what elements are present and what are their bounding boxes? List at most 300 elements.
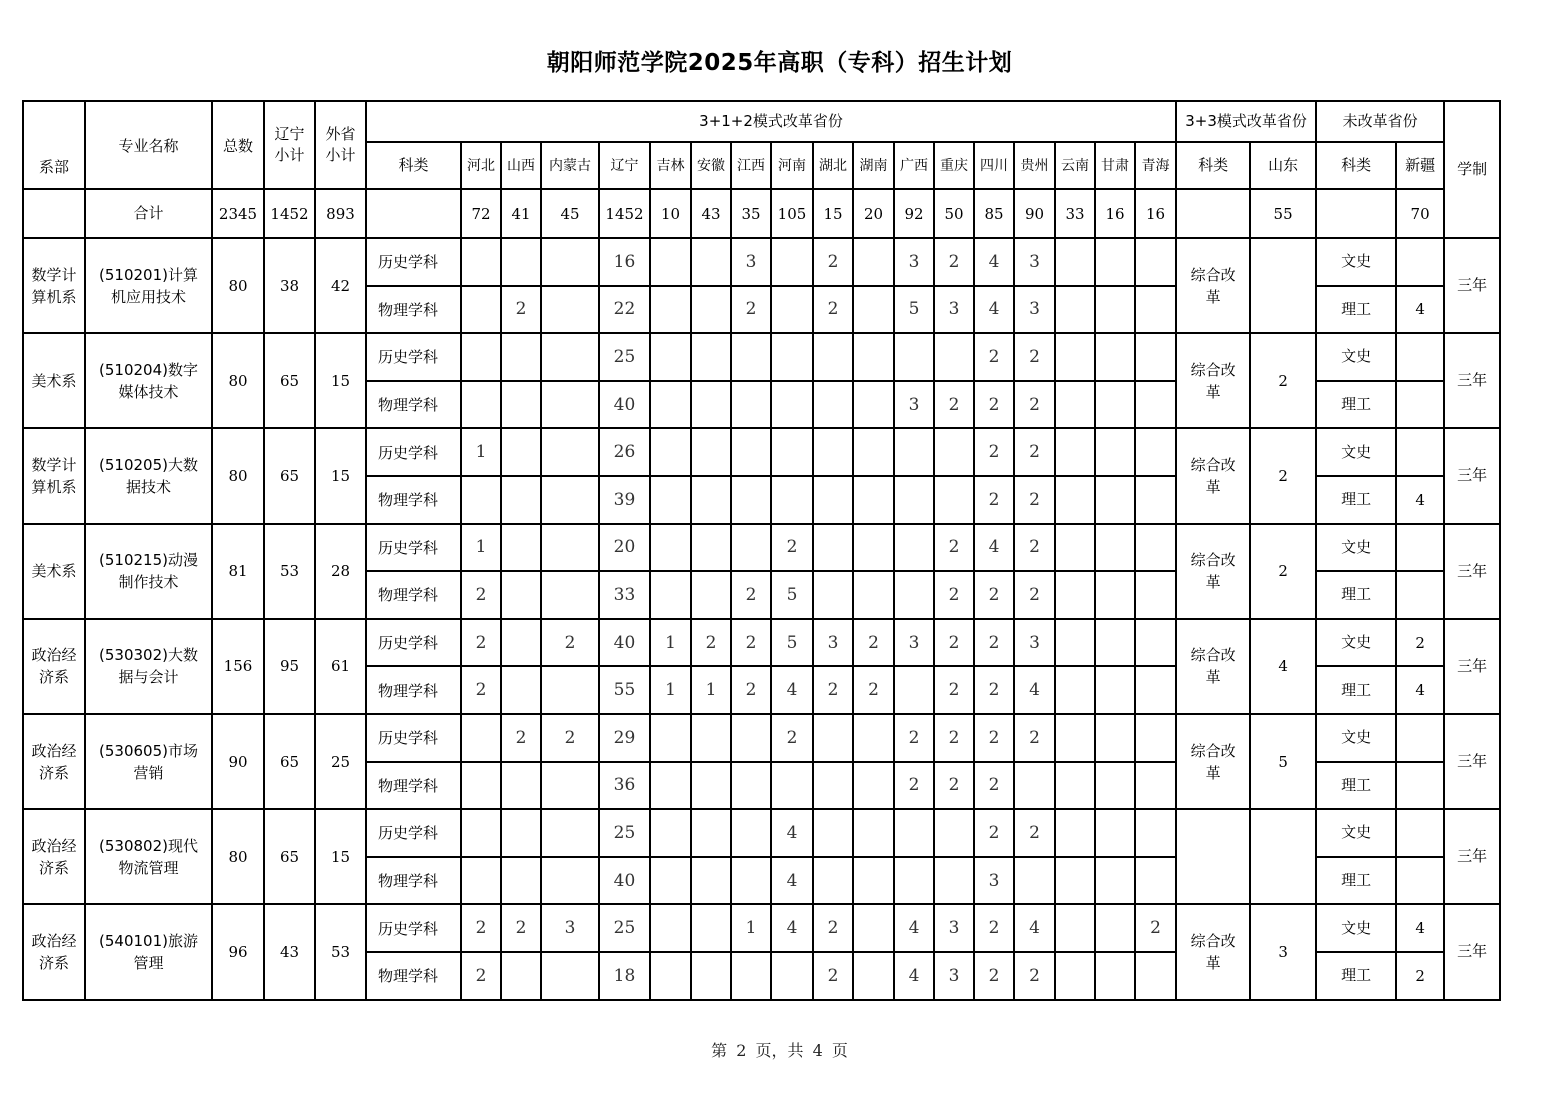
major-name-cell: (530605)市场营销	[85, 714, 212, 809]
province-value: 1	[731, 904, 771, 952]
province-value	[501, 857, 541, 905]
totals-province-value: 90	[1014, 189, 1055, 238]
province-value	[691, 381, 731, 429]
province-value: 2	[1014, 333, 1055, 381]
header-province-312: 湖北	[813, 142, 853, 189]
totals-category-cell	[366, 189, 461, 238]
province-value: 2	[934, 762, 974, 810]
xinjiang-value: 4	[1396, 286, 1444, 334]
xinjiang-value	[1396, 238, 1444, 286]
province-value: 2	[894, 714, 934, 762]
province-value	[853, 904, 894, 952]
province-value: 25	[599, 809, 650, 857]
province-value	[691, 238, 731, 286]
province-value: 2	[974, 619, 1014, 667]
province-value: 2	[541, 619, 599, 667]
province-value	[813, 809, 853, 857]
province-value: 3	[813, 619, 853, 667]
header-province-312: 重庆	[934, 142, 974, 189]
province-value	[650, 809, 691, 857]
totals-province-value: 33	[1055, 189, 1095, 238]
shandong-value: 5	[1250, 714, 1316, 809]
province-value	[1135, 809, 1176, 857]
province-value: 2	[934, 381, 974, 429]
province-value	[771, 476, 813, 524]
shandong-value: 2	[1250, 428, 1316, 523]
province-value	[894, 476, 934, 524]
major-other-subtotal: 53	[315, 904, 366, 999]
province-value: 2	[1014, 952, 1055, 1000]
totals-other-subtotal: 893	[315, 189, 366, 238]
province-value: 2	[974, 762, 1014, 810]
category-33-cell: 综合改革	[1176, 714, 1250, 809]
province-value: 4	[974, 286, 1014, 334]
category-33-cell: 综合改革	[1176, 524, 1250, 619]
province-value: 16	[599, 238, 650, 286]
province-value	[501, 666, 541, 714]
xinjiang-value	[1396, 857, 1444, 905]
major-other-subtotal: 28	[315, 524, 366, 619]
province-value	[461, 286, 501, 334]
province-value	[1095, 666, 1135, 714]
unreformed-category: 理工	[1316, 476, 1396, 524]
category-33-cell: 综合改革	[1176, 238, 1250, 333]
table-row	[23, 524, 1500, 572]
header-province-312: 甘肃	[1095, 142, 1135, 189]
province-value	[1135, 524, 1176, 572]
shandong-value	[1250, 238, 1316, 333]
province-value	[1055, 619, 1095, 667]
province-value	[691, 857, 731, 905]
province-value: 4	[1014, 904, 1055, 952]
province-value: 40	[599, 619, 650, 667]
province-value	[501, 381, 541, 429]
major-liaoning-subtotal: 38	[264, 238, 315, 333]
province-value: 26	[599, 428, 650, 476]
major-total: 90	[212, 714, 264, 809]
province-value	[691, 476, 731, 524]
province-value	[1055, 238, 1095, 286]
province-value	[771, 238, 813, 286]
totals-province-value: 50	[934, 189, 974, 238]
province-value	[541, 476, 599, 524]
shandong-value: 2	[1250, 524, 1316, 619]
province-value	[853, 524, 894, 572]
province-value: 4	[894, 952, 934, 1000]
province-value	[771, 381, 813, 429]
shandong-value	[1250, 809, 1316, 904]
province-value	[1135, 857, 1176, 905]
province-value	[1095, 524, 1135, 572]
province-value	[650, 428, 691, 476]
province-value	[541, 333, 599, 381]
province-value	[650, 333, 691, 381]
totals-province-value: 105	[771, 189, 813, 238]
province-value: 2	[1014, 476, 1055, 524]
province-value	[691, 524, 731, 572]
major-name-cell: (510215)动漫制作技术	[85, 524, 212, 619]
dept-cell: 数学计算机系	[23, 238, 85, 333]
province-value	[813, 381, 853, 429]
xinjiang-value	[1396, 524, 1444, 572]
province-value	[934, 857, 974, 905]
province-value: 2	[853, 619, 894, 667]
province-value	[853, 333, 894, 381]
shandong-value: 2	[1250, 333, 1316, 428]
major-name-cell: (510205)大数据技术	[85, 428, 212, 523]
major-other-subtotal: 25	[315, 714, 366, 809]
table-row	[23, 428, 1500, 476]
province-value	[731, 762, 771, 810]
province-value	[541, 571, 599, 619]
unreformed-category: 理工	[1316, 762, 1396, 810]
province-value	[1135, 428, 1176, 476]
province-value	[771, 333, 813, 381]
province-value	[813, 714, 853, 762]
province-value: 25	[599, 333, 650, 381]
province-value	[691, 952, 731, 1000]
province-value: 4	[1014, 666, 1055, 714]
province-value: 33	[599, 571, 650, 619]
province-value	[894, 524, 934, 572]
province-value	[541, 809, 599, 857]
province-value: 2	[541, 714, 599, 762]
province-value	[1055, 381, 1095, 429]
province-value: 1	[650, 666, 691, 714]
province-value	[1095, 714, 1135, 762]
province-value	[771, 428, 813, 476]
province-value	[650, 952, 691, 1000]
unreformed-category: 文史	[1316, 428, 1396, 476]
province-value: 2	[461, 666, 501, 714]
subject-category: 历史学科	[366, 238, 461, 286]
dept-cell: 政治经济系	[23, 904, 85, 999]
major-total: 96	[212, 904, 264, 999]
duration-cell: 三年	[1444, 904, 1500, 999]
province-value	[461, 476, 501, 524]
province-value: 3	[1014, 619, 1055, 667]
header-major: 专业名称	[85, 101, 212, 189]
province-value	[1095, 333, 1135, 381]
province-value: 20	[599, 524, 650, 572]
province-value	[1135, 762, 1176, 810]
province-value	[650, 571, 691, 619]
province-value	[650, 524, 691, 572]
province-value	[650, 238, 691, 286]
header-province-312: 山西	[501, 142, 541, 189]
major-name-cell: (540101)旅游管理	[85, 904, 212, 999]
province-value: 2	[974, 904, 1014, 952]
header-province-312: 湖南	[853, 142, 894, 189]
province-value: 2	[1014, 428, 1055, 476]
province-value: 5	[771, 571, 813, 619]
header-province-shandong: 山东	[1250, 142, 1316, 189]
shandong-value: 3	[1250, 904, 1316, 999]
province-value: 29	[599, 714, 650, 762]
province-value: 2	[1014, 809, 1055, 857]
province-value	[650, 381, 691, 429]
xinjiang-value: 4	[1396, 476, 1444, 524]
province-value	[771, 952, 813, 1000]
province-value: 2	[974, 666, 1014, 714]
province-value: 2	[1014, 714, 1055, 762]
category-33-cell	[1176, 809, 1250, 904]
duration-cell: 三年	[1444, 238, 1500, 333]
province-value: 1	[650, 619, 691, 667]
province-value	[853, 571, 894, 619]
province-value	[1055, 286, 1095, 334]
province-value	[813, 571, 853, 619]
province-value	[1095, 286, 1135, 334]
province-value: 2	[691, 619, 731, 667]
header-province-312: 河南	[771, 142, 813, 189]
province-value: 2	[501, 904, 541, 952]
totals-shandong: 55	[1250, 189, 1316, 238]
province-value: 2	[974, 809, 1014, 857]
major-liaoning-subtotal: 65	[264, 428, 315, 523]
province-value	[541, 952, 599, 1000]
totals-province-value: 41	[501, 189, 541, 238]
xinjiang-value: 4	[1396, 904, 1444, 952]
province-value: 4	[771, 666, 813, 714]
province-value	[1135, 381, 1176, 429]
province-value: 4	[894, 904, 934, 952]
province-value	[853, 428, 894, 476]
totals-liaoning-subtotal: 1452	[264, 189, 315, 238]
subject-category: 历史学科	[366, 904, 461, 952]
province-value	[1014, 857, 1055, 905]
header-total: 总数	[212, 101, 264, 189]
province-value	[501, 619, 541, 667]
province-value	[1095, 381, 1135, 429]
province-value: 40	[599, 381, 650, 429]
province-value	[1055, 952, 1095, 1000]
province-value: 2	[771, 714, 813, 762]
province-value	[501, 524, 541, 572]
province-value	[731, 476, 771, 524]
province-value	[894, 333, 934, 381]
totals-province-value: 16	[1135, 189, 1176, 238]
province-value	[461, 238, 501, 286]
subject-category: 历史学科	[366, 714, 461, 762]
province-value	[1095, 476, 1135, 524]
province-value: 2	[461, 571, 501, 619]
subject-category: 物理学科	[366, 571, 461, 619]
category-33-cell: 综合改革	[1176, 333, 1250, 428]
province-value	[501, 952, 541, 1000]
unreformed-category: 理工	[1316, 571, 1396, 619]
province-value: 2	[813, 666, 853, 714]
dept-cell: 政治经济系	[23, 809, 85, 904]
province-value	[771, 762, 813, 810]
province-value: 3	[731, 238, 771, 286]
province-value: 2	[731, 571, 771, 619]
province-value	[461, 857, 501, 905]
province-value	[691, 762, 731, 810]
province-value	[650, 857, 691, 905]
header-province-312: 四川	[974, 142, 1014, 189]
xinjiang-value	[1396, 571, 1444, 619]
province-value: 2	[813, 286, 853, 334]
province-value	[501, 476, 541, 524]
province-value: 55	[599, 666, 650, 714]
province-value: 2	[934, 714, 974, 762]
province-value	[1135, 952, 1176, 1000]
province-value: 2	[1014, 571, 1055, 619]
unreformed-category: 理工	[1316, 381, 1396, 429]
xinjiang-value	[1396, 381, 1444, 429]
province-value	[853, 714, 894, 762]
duration-cell: 三年	[1444, 428, 1500, 523]
totals-xinjiang: 70	[1396, 189, 1444, 238]
province-value: 2	[1014, 524, 1055, 572]
province-value: 2	[934, 619, 974, 667]
province-value: 2	[813, 904, 853, 952]
province-value	[461, 762, 501, 810]
province-value: 3	[1014, 238, 1055, 286]
province-value: 3	[541, 904, 599, 952]
province-value	[1095, 571, 1135, 619]
table-row	[23, 619, 1500, 667]
province-value	[1135, 476, 1176, 524]
province-value: 2	[501, 286, 541, 334]
totals-province-value: 92	[894, 189, 934, 238]
province-value	[934, 428, 974, 476]
totals-province-value: 16	[1095, 189, 1135, 238]
province-value	[1095, 428, 1135, 476]
province-value	[1095, 762, 1135, 810]
province-value	[691, 714, 731, 762]
province-value: 22	[599, 286, 650, 334]
xinjiang-value	[1396, 809, 1444, 857]
province-value: 3	[1014, 286, 1055, 334]
major-other-subtotal: 15	[315, 809, 366, 904]
province-value: 4	[771, 857, 813, 905]
subject-category: 物理学科	[366, 666, 461, 714]
subject-category: 物理学科	[366, 286, 461, 334]
unreformed-category: 文史	[1316, 904, 1396, 952]
header-group-312: 3+1+2模式改革省份	[366, 101, 1176, 142]
major-name-cell: (510204)数字媒体技术	[85, 333, 212, 428]
xinjiang-value: 2	[1396, 619, 1444, 667]
unreformed-category: 文史	[1316, 524, 1396, 572]
province-value	[461, 333, 501, 381]
province-value	[1055, 809, 1095, 857]
province-value	[650, 714, 691, 762]
xinjiang-value: 2	[1396, 952, 1444, 1000]
totals-province-value: 15	[813, 189, 853, 238]
province-value: 2	[934, 571, 974, 619]
province-value: 3	[934, 286, 974, 334]
major-other-subtotal: 42	[315, 238, 366, 333]
major-liaoning-subtotal: 53	[264, 524, 315, 619]
duration-cell: 三年	[1444, 714, 1500, 809]
province-value	[1055, 857, 1095, 905]
totals-province-value: 45	[541, 189, 599, 238]
province-value: 2	[974, 381, 1014, 429]
province-value	[541, 666, 599, 714]
province-value: 18	[599, 952, 650, 1000]
province-value	[1135, 571, 1176, 619]
province-value: 2	[853, 666, 894, 714]
dept-cell: 政治经济系	[23, 714, 85, 809]
unreformed-category: 文史	[1316, 714, 1396, 762]
dept-cell: 美术系	[23, 524, 85, 619]
province-value	[934, 809, 974, 857]
header-other-subtotal: 外省小计	[315, 101, 366, 189]
totals-label: 合计	[85, 189, 212, 238]
province-value: 2	[974, 952, 1014, 1000]
province-value	[691, 809, 731, 857]
province-value	[813, 857, 853, 905]
province-value	[1095, 619, 1135, 667]
header-province-312: 内蒙古	[541, 142, 599, 189]
totals-province-value: 20	[853, 189, 894, 238]
province-value: 2	[974, 333, 1014, 381]
totals-province-value: 72	[461, 189, 501, 238]
province-value	[1055, 666, 1095, 714]
province-value	[501, 809, 541, 857]
province-value	[1135, 286, 1176, 334]
major-total: 80	[212, 428, 264, 523]
table-row	[23, 238, 1500, 286]
province-value	[1135, 238, 1176, 286]
province-value	[1055, 524, 1095, 572]
subject-category: 历史学科	[366, 524, 461, 572]
province-value: 3	[974, 857, 1014, 905]
province-value: 2	[1014, 381, 1055, 429]
province-value	[501, 333, 541, 381]
province-value: 2	[934, 666, 974, 714]
totals-total: 2345	[212, 189, 264, 238]
province-value: 36	[599, 762, 650, 810]
province-value: 1	[691, 666, 731, 714]
province-value	[1095, 952, 1135, 1000]
major-liaoning-subtotal: 43	[264, 904, 315, 999]
header-duration: 学制	[1444, 101, 1500, 238]
province-value	[1055, 571, 1095, 619]
province-value	[541, 524, 599, 572]
unreformed-category: 理工	[1316, 952, 1396, 1000]
major-total: 80	[212, 333, 264, 428]
subject-category: 物理学科	[366, 381, 461, 429]
province-value: 3	[934, 952, 974, 1000]
province-value	[894, 809, 934, 857]
duration-cell: 三年	[1444, 619, 1500, 714]
province-value	[813, 428, 853, 476]
province-value	[853, 381, 894, 429]
province-value	[1055, 333, 1095, 381]
province-value: 2	[974, 571, 1014, 619]
province-value	[934, 333, 974, 381]
totals-province-value: 43	[691, 189, 731, 238]
totals-row	[23, 189, 1500, 238]
subject-category: 历史学科	[366, 809, 461, 857]
duration-cell: 三年	[1444, 809, 1500, 904]
province-value	[853, 809, 894, 857]
category-33-cell: 综合改革	[1176, 904, 1250, 999]
province-value	[541, 381, 599, 429]
province-value	[501, 571, 541, 619]
subject-category: 历史学科	[366, 333, 461, 381]
province-value: 25	[599, 904, 650, 952]
header-province-312: 江西	[731, 142, 771, 189]
unreformed-category: 理工	[1316, 666, 1396, 714]
header-province-312: 安徽	[691, 142, 731, 189]
duration-cell: 三年	[1444, 333, 1500, 428]
province-value: 2	[813, 238, 853, 286]
header-province-xinjiang: 新疆	[1396, 142, 1444, 189]
